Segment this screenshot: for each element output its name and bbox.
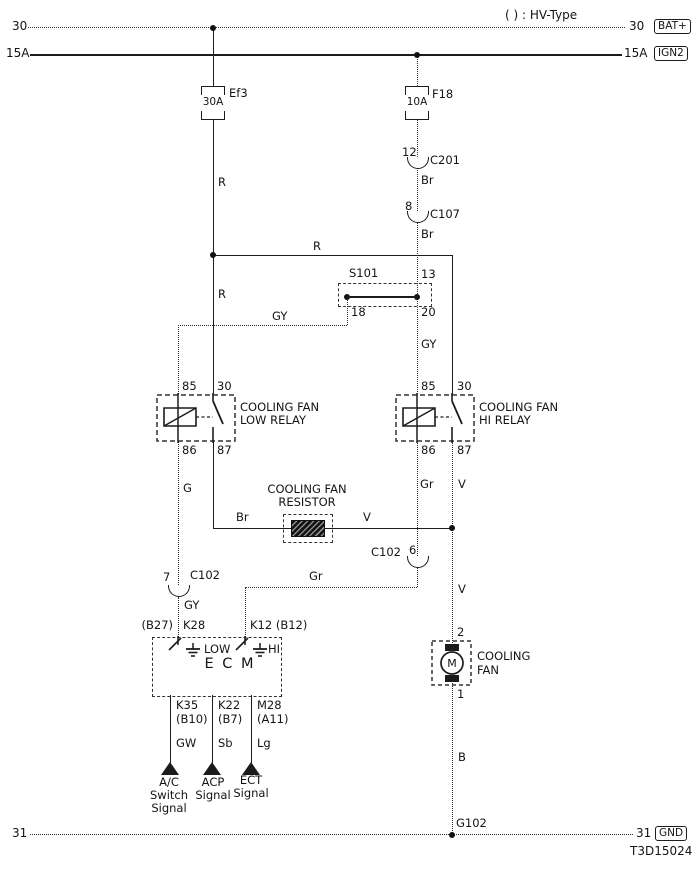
ground-g102-label: G102 bbox=[456, 816, 487, 830]
wire-gr-to-ecm-k12 bbox=[245, 587, 246, 637]
fan-name-2: FAN bbox=[477, 663, 500, 677]
ecm-name: E C M bbox=[204, 656, 256, 672]
relay-hi-pin87: 87 bbox=[457, 443, 472, 457]
ecm-m28-pin: M28 bbox=[257, 698, 282, 712]
connector-c102-7-pin: 7 bbox=[163, 570, 171, 584]
wire-label-r1: R bbox=[218, 175, 226, 189]
relay-hi-symbol bbox=[394, 393, 476, 443]
bus-31-line bbox=[30, 834, 633, 835]
ect-signal-label bbox=[228, 774, 274, 800]
ecm-k28-pin: K28 bbox=[183, 618, 206, 632]
wire-gr-to-c102-6 bbox=[417, 441, 418, 556]
wire-k35-output bbox=[170, 695, 171, 763]
bus-15a-label-right: 15A bbox=[624, 46, 648, 60]
relay-hi-name-1: COOLING FAN bbox=[479, 400, 559, 414]
wire-br-to-resistor bbox=[213, 441, 214, 528]
ecm-k22-hv: (B7) bbox=[218, 712, 243, 726]
ecm-k22-pin: K22 bbox=[218, 698, 241, 712]
gnd-tag: GND bbox=[655, 826, 687, 841]
bus-30-label-right: 30 bbox=[629, 19, 645, 33]
fuse-f18-top-cap bbox=[405, 86, 429, 95]
relay-low-pin30: 30 bbox=[217, 379, 232, 393]
wire-label-sb: Sb bbox=[218, 736, 233, 750]
wire-label-r2: R bbox=[313, 239, 321, 253]
relay-hi-pin86: 86 bbox=[421, 443, 436, 457]
ecm-low-label: LOW bbox=[204, 642, 231, 656]
ecm-m28-hv: (A11) bbox=[257, 712, 289, 726]
svg-text:M: M bbox=[447, 657, 457, 670]
wire-gr-horizontal bbox=[245, 587, 417, 588]
wire-gr-below-c102-6 bbox=[417, 567, 418, 587]
ac-signal-arrow-icon bbox=[161, 762, 179, 775]
wire-gy-to-low-relay-85 bbox=[178, 325, 179, 394]
ecm-k28-hv-label: (B27) bbox=[141, 618, 173, 632]
bat-tag: BAT+ bbox=[654, 19, 691, 34]
resistor-element bbox=[291, 520, 325, 537]
wire-label-b1: B bbox=[458, 750, 466, 764]
wire-label-r3: R bbox=[218, 287, 226, 301]
resistor-name-1: COOLING FAN bbox=[267, 482, 347, 496]
relay-low-name-2: LOW RELAY bbox=[240, 413, 307, 427]
splice-s101-pin13: 13 bbox=[421, 267, 436, 281]
relay-low-pin86: 86 bbox=[182, 443, 197, 457]
bus-30-line bbox=[28, 27, 625, 28]
fuse-ef3-name: Ef3 bbox=[229, 86, 248, 100]
fuse-ef3-rating: 30A bbox=[195, 95, 231, 110]
wire-label-v2: V bbox=[363, 510, 371, 524]
wire-v-to-fan bbox=[452, 528, 453, 647]
splice-s101-bar bbox=[347, 296, 417, 298]
fan-name-1: COOLING bbox=[477, 649, 531, 663]
fan-pin1: 1 bbox=[457, 687, 465, 701]
ac-switch-signal-label bbox=[146, 776, 192, 816]
splice-s101-name: S101 bbox=[349, 266, 379, 280]
connector-c102-6-name: C102 bbox=[371, 545, 401, 559]
ecm-k35-pin: K35 bbox=[176, 698, 199, 712]
connector-c102-7-name: C102 bbox=[190, 568, 220, 582]
wire-m28-output bbox=[251, 695, 252, 763]
connector-c102-7-icon bbox=[168, 585, 190, 597]
ecm-k12-pin: K12 (B12) bbox=[250, 618, 308, 632]
wire-ign-to-fuse-f18 bbox=[417, 55, 418, 86]
bus-31-label-right: 31 bbox=[636, 826, 652, 840]
bus-30-label-left: 30 bbox=[12, 19, 28, 33]
connector-c201-name: C201 bbox=[430, 153, 460, 167]
junction-r-split bbox=[210, 252, 216, 258]
fuse-ef3-bottom-cap bbox=[201, 111, 225, 120]
wire-label-br2: Br bbox=[421, 227, 434, 241]
connector-c102-6-icon bbox=[407, 556, 429, 568]
wire-label-v1: V bbox=[458, 477, 466, 491]
wire-r-to-hi-relay-30 bbox=[452, 255, 453, 394]
wire-gy-to-hi-relay-85 bbox=[417, 296, 418, 394]
wire-label-gy3: GY bbox=[184, 598, 200, 612]
splice-s101-pin20: 20 bbox=[421, 305, 436, 319]
doc-code: T3D15024 bbox=[630, 844, 693, 858]
connector-c102-6-pin: 6 bbox=[409, 543, 417, 557]
ac-signal-line1: A/C bbox=[159, 775, 179, 789]
ac-signal-line3: Signal bbox=[151, 801, 187, 816]
acp-signal-line2: Signal bbox=[195, 788, 231, 803]
hv-type-note: ( ) : HV-Type bbox=[505, 8, 578, 22]
ecm-k35-hv: (B10) bbox=[176, 712, 208, 726]
splice-s101-pin18: 18 bbox=[351, 305, 366, 319]
wire-f18-to-c201 bbox=[417, 120, 418, 157]
relay-hi-pin30: 30 bbox=[457, 379, 472, 393]
wire-label-gw: GW bbox=[176, 736, 197, 750]
fuse-ef3 bbox=[201, 86, 225, 120]
fuse-f18-name: F18 bbox=[432, 87, 454, 101]
connector-c107-name: C107 bbox=[430, 207, 460, 221]
wire-label-g1: G bbox=[183, 481, 192, 495]
wire-b-fan-to-ground bbox=[452, 683, 453, 835]
junction-bus30 bbox=[210, 25, 216, 31]
wire-label-lg: Lg bbox=[257, 736, 271, 750]
ect-signal-line2: Signal bbox=[233, 786, 269, 801]
wire-v-relay87-to-junction bbox=[452, 441, 453, 528]
relay-hi-name-2: HI RELAY bbox=[479, 413, 531, 427]
junction-v-resistor bbox=[449, 525, 455, 531]
relay-low-pin85: 85 bbox=[182, 379, 197, 393]
fuse-f18-rating: 10A bbox=[399, 95, 435, 110]
fuse-ef3-top-cap bbox=[201, 86, 225, 95]
ign2-tag: IGN2 bbox=[654, 46, 688, 61]
cooling-fan-motor-symbol bbox=[431, 640, 473, 686]
ac-signal-line2: Switch bbox=[149, 788, 189, 803]
ecm-hi-label: HI bbox=[268, 642, 281, 656]
wire-label-v3: V bbox=[458, 582, 466, 596]
fuse-f18 bbox=[405, 86, 429, 120]
wire-label-br1: Br bbox=[421, 173, 434, 187]
junction-g102 bbox=[449, 832, 455, 838]
acp-signal-arrow-icon bbox=[203, 762, 221, 775]
connector-c201-pin: 12 bbox=[402, 145, 417, 159]
wire-label-br3: Br bbox=[236, 510, 249, 524]
fuse-f18-bottom-cap bbox=[405, 111, 429, 120]
wire-label-gy1: GY bbox=[272, 309, 288, 323]
wire-bat-to-fuse-ef3 bbox=[213, 28, 214, 86]
acp-signal-line1: ACP bbox=[201, 775, 225, 789]
bus-31-label-left: 31 bbox=[12, 826, 28, 840]
relay-hi-pin85: 85 bbox=[421, 379, 436, 393]
wire-br-c201-c107 bbox=[417, 168, 418, 211]
fan-pin2: 2 bbox=[457, 625, 465, 639]
resistor-name-2: RESISTOR bbox=[278, 495, 336, 509]
ect-signal-line1: ECT bbox=[239, 773, 263, 787]
wire-gy-horizontal bbox=[178, 325, 347, 326]
bus-15a-line bbox=[30, 54, 622, 56]
wire-label-gy2: GY bbox=[421, 337, 437, 351]
splice-s101-box bbox=[338, 283, 432, 307]
connector-c107-pin: 8 bbox=[405, 199, 413, 213]
wire-gy-to-ecm-k28 bbox=[178, 597, 179, 637]
relay-low-symbol bbox=[155, 393, 237, 443]
wire-label-gr2: Gr bbox=[309, 569, 323, 583]
junction-bus15a bbox=[414, 52, 420, 58]
wire-g-to-c102-7 bbox=[178, 441, 179, 585]
relay-low-pin87: 87 bbox=[217, 443, 232, 457]
wire-label-gr1: Gr bbox=[420, 477, 434, 491]
relay-low-name-1: COOLING FAN bbox=[240, 400, 320, 414]
wire-k22-output bbox=[212, 695, 213, 763]
bus-15a-label-left: 15A bbox=[6, 46, 30, 60]
